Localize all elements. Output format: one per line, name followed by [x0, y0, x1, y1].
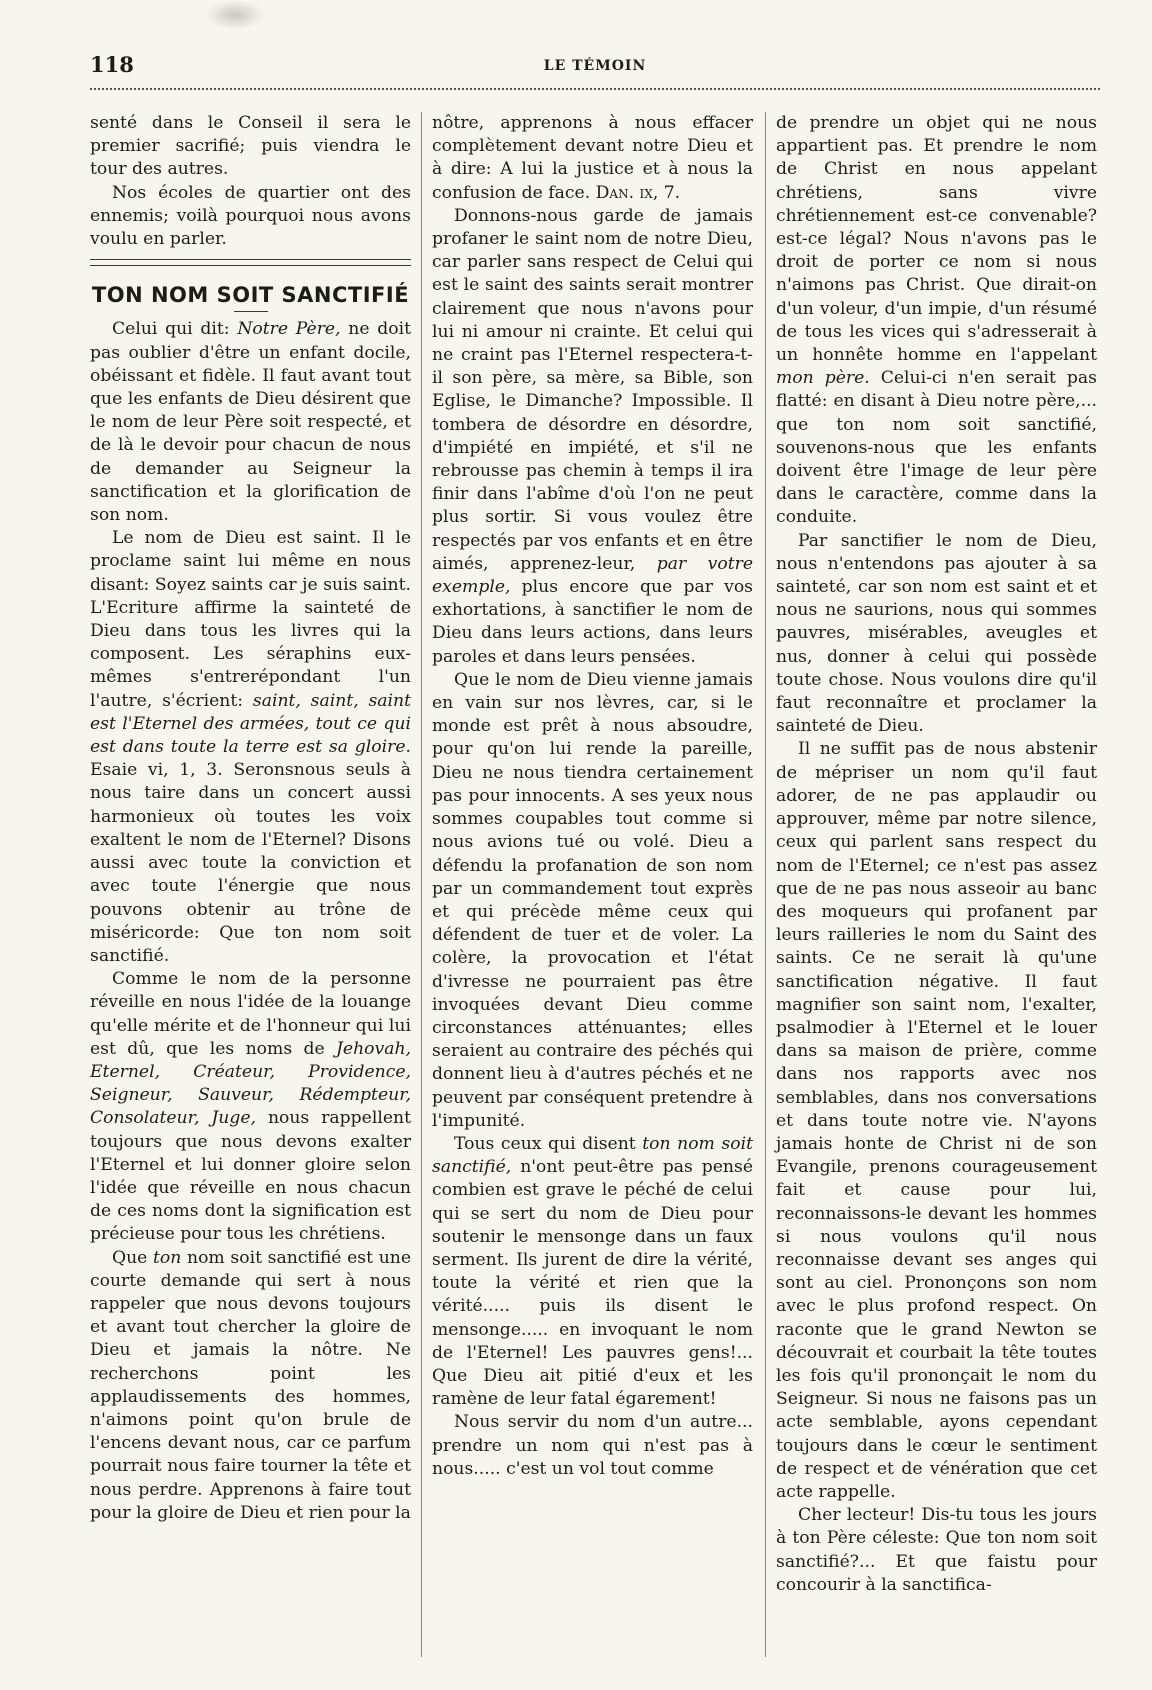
section-title: TON NOM SOIT SANCTIFIÉ: [91, 283, 410, 308]
title-rule: [234, 311, 268, 312]
paragraph: nôtre, apprenons à nous effacer complètement devant notre Dieu et à dire: A lui la justice et à nous la confusion de face. Dan. ix, 7.: [432, 113, 753, 203]
paragraph: Que le nom de Dieu vienne jamais en vain sur nos lèvres, car, si le monde est prêt à nous absoudre, pour qu'on lui rende la pareille, Dieu ne nous tiendra certainement pas pour innocents. A ses yeux nous sommes coupables tout comme si nous avions tué ou volé. Dieu a défendu la profanation de son nom par un commandement tout exprès et qui précède même ceux qui défendent de tuer et de voler. La colère, la provocation et l'état d'ivresse ne pourraient pas être invoquées devant Dieu comme circonstances atténuantes; elles seraient au contraire des péchés qui donnent lieu à d'autres péchés et ne peuvent par conséquent pretendre à l'impunité.: [432, 669, 753, 1131]
ink-smudge: [205, 0, 265, 30]
paragraph: de prendre un objet qui ne nous appartient pas. Et prendre le nom de Christ en nous appelant chrétiens, sans vivre chrétiennement est-ce convenable? est-ce légal? Nous n'avons pas le droit de porter ce nom si nous n'aimons pas Christ. Que dirait-on d'un voleur, d'un impie, d'un résumé de tous les vices qui s'adresserait à un honnête homme en l'appelant mon père. Celui-ci n'en serait pas flatté: en disant à Dieu notre père,... que ton nom soit sanctifié, souvenons-nous que les enfants doivent être l'image de leur père dans le caractère, comme dans la conduite.: [776, 113, 1097, 528]
paragraph: Comme le nom de la personne réveille en nous l'idée de la louange qu'elle mérite et de l'honneur qui lui est dû, que les noms de Jehovah, Eternel, Créateur, Providence, Seigneur, Sauveur, Rédempteur, Consolateur, Juge, nous rappellent toujours que nous devons exalter l'Eternel et lui donner gloire selon l'idée que réveille en nous chacun de ces noms dont la signification est précieuse pour tous les chrétiens.: [90, 969, 411, 1245]
paragraph: Nos écoles de quartier ont des ennemis; voilà pourquoi nous avons voulu en parler.: [90, 182, 411, 250]
paragraph: Il ne suffit pas de nous abstenir de mépriser un nom qu'il faut adorer, de ne pas applaudir ou approuver, même par notre silence, ceux qui parlent sans respect du nom de l'Eternel; ce n'est pas assez que de ne pas nous asseoir au banc des moqueurs qui profanent par leurs railleries le nom du Saint des saints. Ce ne serait là qu'une sanctification négative. Il faut magnifier son saint nom, l'exalter, psalmodier à l'Eternel et le louer dans sa maison de prière, comme dans nos rapports avec nos semblables, dans nos conversations et dans toute notre vie. N'ayons jamais honte de Christ ni de son Evangile, prenons courageusement fait et cause pour lui, reconnaissons-le devant les hommes si nous voulons qu'il nous reconnaisse devant ses anges qui sont au ciel. Prononçons son nom avec le plus profond respect. On raconte que le grand Newton se découvrait et courbait la tête toutes les fois qu'il prononçait le nom du Seigneur. Si nous ne faisons pas un acte semblable, ayons cependant toujours dans le cœur le sentiment de respect et de vénération que cet acte rappelle.: [776, 739, 1097, 1502]
paragraph: Donnons-nous garde de jamais profaner le saint nom de notre Dieu, car parler sans respect de Celui qui est le saint des saints serait montrer clairement que nous n'avons pour lui ni amour ni crainte. Et celui qui ne craint pas l'Eternel respectera-t-il son père, sa mère, sa Bible, son Eglise, le Dimanche? Impossible. Il tombera de désordre en désordre, d'impiété en impiété, et s'il ne rebrousse pas chemin à temps il ira finir dans l'abîme d'où l'on ne peut plus sortir. Si vous voulez être respectés par vos enfants et en être aimés, apprenez-leur, par votre exemple, plus encore que par vos exhortations, à sanctifier le nom de Dieu dans leurs actions, dans leurs paroles et dans leurs pensées.: [432, 205, 754, 667]
paragraph: Tous ceux qui disent ton nom soit sanctifié, n'ont peut-être pas pensé combien est grave le péché de celui qui se sert du nom de Dieu pour soutenir le mensonge dans un faux serment. Ils jurent de dire la vérité, toute la vérité et rien que la vérité..... puis ils disent le mensonge..... en invoquant le nom de l'Eternel! Les pauvres gens!... Que Dieu ait pitié d'eux et les ramène de leur fatal égarement!: [432, 1133, 753, 1410]
header-rule: [90, 88, 1100, 94]
page-header: [90, 46, 1100, 86]
column-2: [432, 112, 753, 1481]
column-3: [776, 112, 1097, 1597]
column-1: [90, 112, 411, 1525]
paragraph: Que ton nom soit sanctifié est une courte demande qui sert à nous rappeler que nous devons toujours et avant tout chercher la gloire de Dieu et jamais la nôtre. Ne recherchons point les applaudissements des hommes, n'aimons point qu'on brule de l'encens devant nous, car ce parfum pourrait nous faire tourner la tête et nous perdre. Apprenons à faire tout pour la gloire de Dieu et rien pour la: [90, 1247, 412, 1523]
paragraph: Cher lecteur! Dis-tu tous les jours à ton Père céleste: Que ton nom soit sanctifié?... Et que faistu pour concourir à la sanctifica-: [776, 1505, 1097, 1595]
page-number: 118: [90, 52, 134, 77]
section-separator: [90, 259, 411, 266]
paragraph: Le nom de Dieu est saint. Il le proclame saint lui même en nous disant: Soyez saints car je suis saint. L'Ecriture affirme la sainteté de Dieu dans tous les livres qui la composent. Les séraphins eux-mêmes s'entrerépondant l'un l'autre, s'écrient: saint, saint, saint est l'Eternel des armées, tout ce qui est dans toute la terre est sa gloire. Esaie vi, 1, 3. Seronsnous seuls à nous taire dans un concert aussi harmonieux où toutes les voix exaltent le nom de l'Eternel? Disons aussi avec toute la conviction et avec toute l'énergie que nous pouvons obtenir au trône de miséricorde: Que ton nom soit sanctifié.: [90, 528, 411, 966]
paragraph: senté dans le Conseil il sera le premier sacrifié; puis viendra le tour des autres.: [90, 113, 411, 180]
column-divider: [421, 112, 422, 1657]
paragraph: Nous servir du nom d'un autre... prendre un nom qui n'est pas à nous..... c'est un vol tout comme: [432, 1412, 753, 1479]
column-divider: [765, 112, 766, 1657]
running-title: LE TÉMOIN: [543, 58, 647, 74]
paragraph: Celui qui dit: Notre Père, ne doit pas oublier d'être un enfant docile, obéissant et fidèle. Il faut avant tout que les enfants de Dieu désirent que le nom de leur Père soit respecté, et de là le devoir pour chacun de nous de demander au Seigneur la sanctification et la glorification de son nom.: [90, 319, 412, 526]
paragraph: Par sanctifier le nom de Dieu, nous n'entendons pas ajouter à sa sainteté, car son nom est saint et et nous ne saurions, nous qui sommes pauvres, misérables, aveugles et nus, donner à celui qui possède toute chose. Nous voulons dire qu'il faut reconnaître et proclamer la sainteté de Dieu.: [776, 530, 1097, 737]
